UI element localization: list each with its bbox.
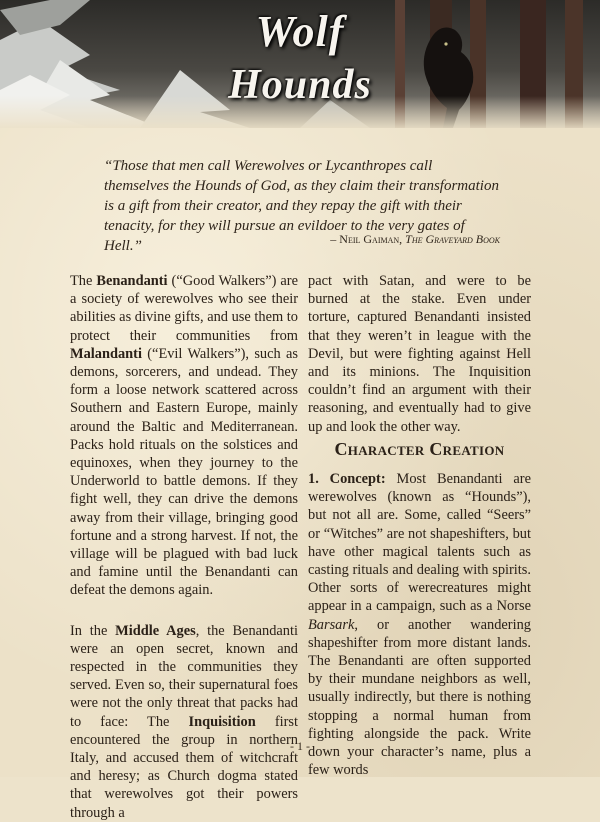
attribution-separator: , <box>399 232 406 246</box>
bold-term-benandanti: Benandanti <box>96 273 168 289</box>
text-run: Most Benandanti are werewolves (known as “Hounds”), but not all are. Some, called “Seers” or “Witches” are not shapeshifters, but have other magical talents such as casting rituals and dealing with spirits. Other sorts of werecreatures might appear in a campaign, such as a Norse <box>308 471 531 615</box>
paragraph-benandanti <box>70 272 298 600</box>
text-run: (“Good Walkers”) are a society of werewolves who see their abilities as divine gifts, and use them to protect their communities from <box>70 273 298 344</box>
paragraph-middle-ages <box>70 622 298 822</box>
bold-term-middle-ages: Middle Ages <box>115 622 196 639</box>
paragraph-pact: pact with Satan, and were to be burned at the stake. Even under torture, captured Benandanti insisted that they weren’t in league with the Devil, but were fighting against Hell and its minions. The Inquisition couldn’t find an argument with their reasoning, and eventually had to give up and look the other way. <box>308 273 531 435</box>
title-line-1: Wolf <box>255 7 345 56</box>
attribution-dash: – <box>330 232 340 246</box>
italic-term-barsark: Barsark <box>308 616 355 633</box>
header-banner <box>0 0 600 128</box>
text-run: , or another wandering shapeshifter from more distant lands. The Benandanti are often supported by their mundane neighbors as well, usually indirectly, but there is nothing stopping a normal human from fighting alongside the pack. Write down your character’s name, plus a few words <box>308 616 531 779</box>
attribution-book: The Graveyard Book <box>405 232 500 246</box>
text-run: (“Evil Walkers”), such as demons, sorcerers, and undead. They form a loose network scattered across Southern and Eastern Europe, mainly around the Baltic and Mediterranean. Packs hold rituals on the solstices and equinoxes, when they journey to the Underworld to battle demons. If they fight well, they can drive the demons away from their village, bringing good fortune and a strong harvest. If not, the village will be plagued with bad luck and famine until the Benandanti can defeat the demons again. <box>70 345 298 599</box>
text-run: The <box>70 273 97 289</box>
right-column-top <box>308 272 531 436</box>
right-column-bottom <box>308 470 531 779</box>
epigraph-quote: “Those that men call Werewolves or Lycanthropes call themselves the Hounds of God, as they claim their transformation is a gift from their creator, and they repay the gift with their tenacity, for they will pursue an evildoer to the very gates of Hell.” <box>104 158 499 254</box>
title-line-2: Hounds <box>228 62 372 108</box>
text-run: , the Benandanti were an open secret, known and respected in the communities they served. Even so, their supernatural foes were not the only threat that packs had to face: The <box>70 622 298 730</box>
text-run: In the <box>70 622 116 639</box>
epigraph-attribution <box>300 232 500 246</box>
bold-term-concept: 1. Concept: <box>308 471 386 487</box>
text-run: first encountered the group in northern Italy, and accused them of witchcraft and heresy; as Church dogma stated that werewolves got their powers through a <box>70 713 299 821</box>
bold-term-malandanti: Malandanti <box>70 345 142 362</box>
paragraph-concept <box>308 470 531 779</box>
attribution-author: Neil Gaiman <box>339 232 400 246</box>
bold-term-inquisition: Inquisition <box>188 713 256 730</box>
page-number: - 1 - <box>290 739 310 753</box>
section-heading-character-creation: Character Creation <box>334 439 505 459</box>
